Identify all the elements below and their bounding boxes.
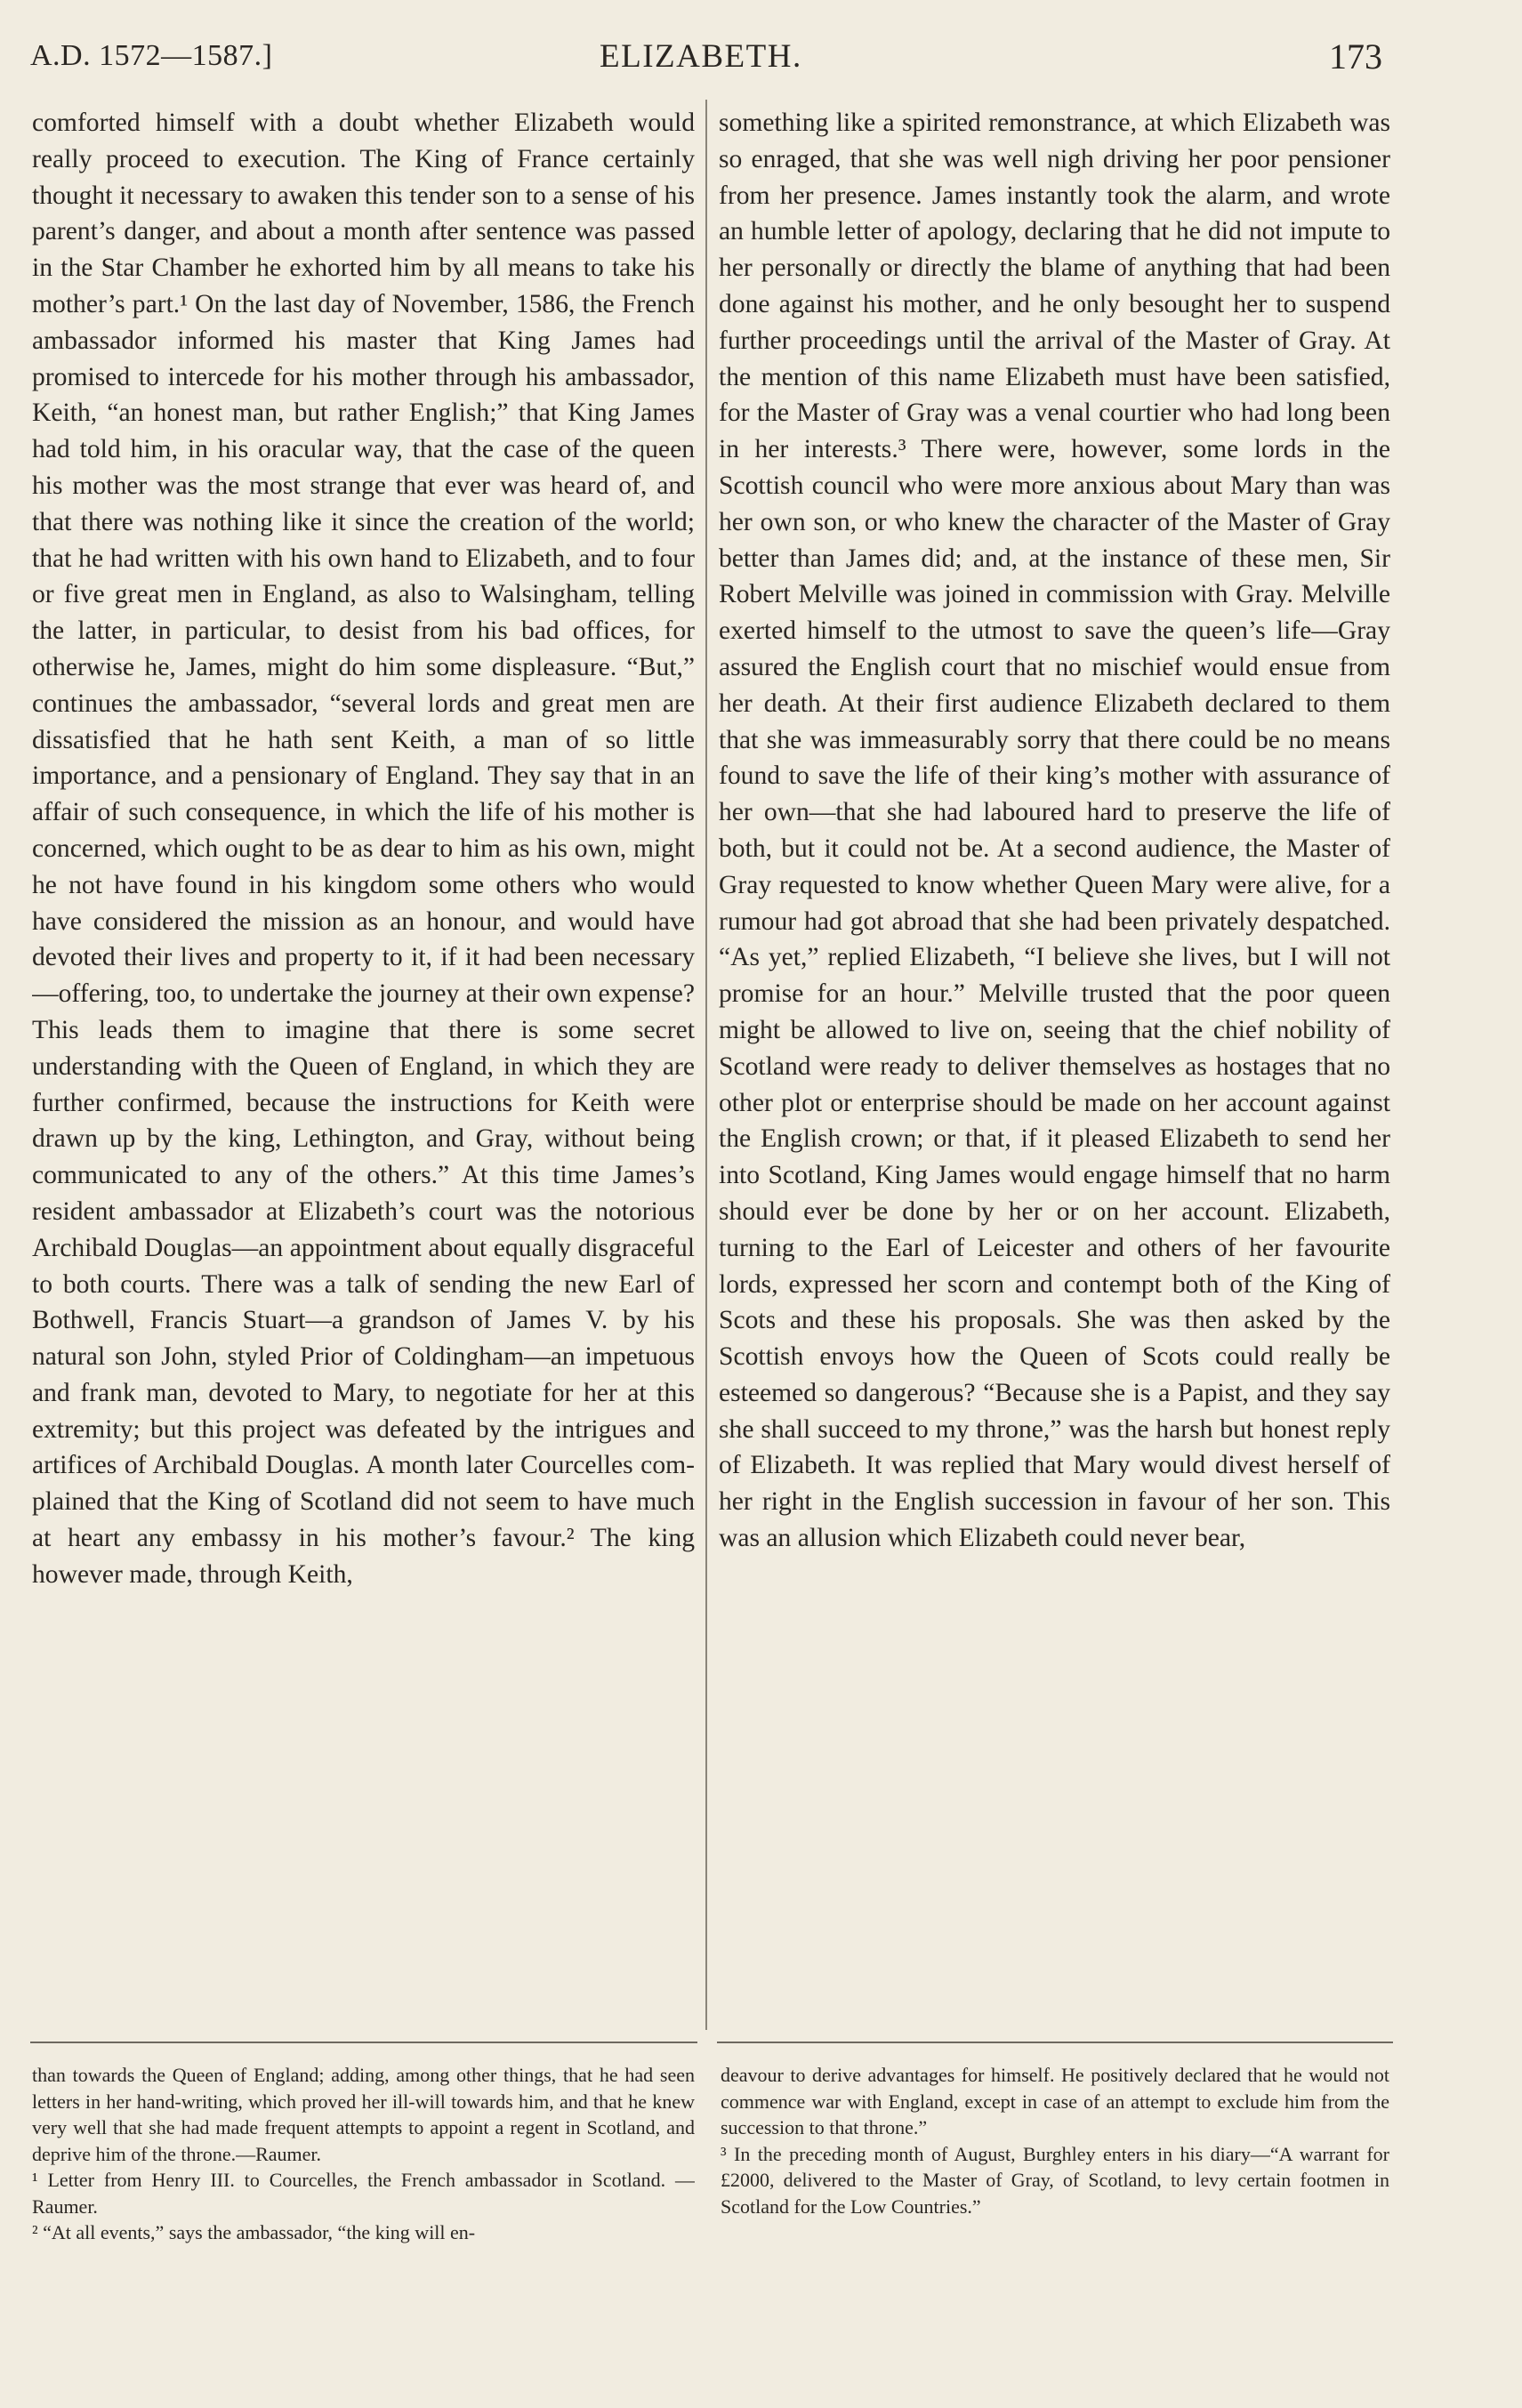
body-text-left: comforted himself with a doubt whether Elizabeth would really proceed to execution. The King of France certainly thought it necessary to awaken this tender son to a sense of his parent’s danger, and about a month after sentence was passed in the Star Chamber he exhorted him by all means to take his mother’s part.¹ On the last day of November, 1586, the French ambassador informed his master that King James had promised to intercede for his mother through his ambassador, Keith, “an honest man, but rather English;” that King James had told him, in his oracular way, that the case of the queen his mother was the most strange that ever was heard of, and that there was nothing like it since the creation of the world; that he had written with his own hand to Elizabeth, and to four or five great men in England, as also to Walsingham, telling the latter, in particular, to desist from his bad offices, for otherwise he, James, might do him some displeasure. “But,” continues the ambassador, “several lords and great men are dissatisfied that he hath sent Keith, a man of so little importance, and a pensionary of England. They say that in an affair of such consequence, in which the life of his mother is concerned, which ought to be as dear to him as his own, might he not have found in his kingdom some others who would have considered the mission as an honour, and would have devoted their lives and property to it, if it had been necessary—offering, too, to undertake the journey at their own expense? This leads them to imagine that there is some secret understanding with the Queen of England, in which they are further confirmed, because the instructions for Keith were drawn up by the king, Lethington, and Gray, without being communicated to any of the others.” At this time James’s resident ambassador at Elizabeth’s court was the notorious Archibald Douglas—an appointment about equally disgraceful to both courts. There was a talk of sending the new Earl of Bothwell, Francis Stuart—a grandson of James V. by his natural son John, styled Prior of Coldingham—an impetuous and frank man, devoted to Mary, to negotiate for her at this extremity; but this project was defeated by the intrigues and artifices of Archibald Douglas. A month later Courcelles complained that the King of Scotland did not seem to have much at heart any embassy in his mother’s favour.² The king however made, through Keith, bbox=[32, 109, 695, 1589]
page-number: 173 bbox=[1329, 36, 1382, 77]
footnote-3: ³ In the preceding month of August, Burghley enters in his diary—“A warrant for £2000, delivered to the Master of Gray, of Scotland, to levy certain footmen in Scotland for the Low Countries.” bbox=[721, 2142, 1389, 2218]
footnotes-right bbox=[721, 2062, 1389, 2329]
body-text-right: something like a spirited remonstrance, at which Elizabeth was so enraged, that she was well nigh driving her poor pensioner from her presence. James instantly took the alarm, and wrote an humble letter of apology, declaring that he did not impute to her personally or directly the blame of anything that had been done against his mother, and he only besought her to suspend further proceedings until the arrival of the Master of Gray. At the mention of this name Elizabeth must have been satisfied, for the Master of Gray was a venal courtier who had long been in her interests.³ There were, however, some lords in the Scottish council who were more anxious about Mary than was her own son, or who knew the character of the Master of Gray better than James did; and, at the instance of these men, Sir Robert Melville was joined in commission with Gray. Melville exerted himself to the utmost to save the queen’s life—Gray assured the English court that no mischief would ensue from her death. At their first audience Elizabeth declared to them that she was immeasurably sorry that there could be no means found to save the life of their king’s mother with assurance of her own—that she had laboured hard to preserve the life of both, but it could not be. At a second audience, the Master of Gray requested to know whether Queen Mary were alive, for a rumour had got abroad that she had been privately despatched. “As yet,” replied Elizabeth, “I believe she lives, but I will not promise for an hour.” Melville trusted that the poor queen might be allowed to live on, seeing that the chief nobility of Scotland were ready to deliver themselves as hostages that no other plot or enterprise should be made on her account against the English crown; or that, if it pleased Elizabeth to send her into Scotland, King James would engage himself that no harm should ever be done by her or on her account. Elizabeth, turning to the Earl of Leicester and others of her favourite lords, expressed her scorn and contempt both of the King of Scots and these his proposals. She was then asked by the Scottish envoys how the Queen of Scots could really be esteemed so dangerous? “Because she is a Papist, and they say she shall succeed to my throne,” was the harsh but honest reply of Elizabeth. It was replied that Mary would divest herself of her right in the English succession in favour of her son. This was an allusion which Elizabeth could never bear, bbox=[719, 109, 1390, 1553]
footnote-2-continuation: deavour to derive advantages for himself. He positively declared that he would not commence war with England, except in case of an attempt to exclude him from the succession to that throne.” bbox=[721, 2064, 1389, 2138]
body-column-right bbox=[719, 105, 1390, 2026]
running-header bbox=[30, 36, 1382, 82]
footnote-rule-right bbox=[717, 2042, 1393, 2043]
body-column-left bbox=[32, 105, 695, 2026]
footnote-continuation-left: than towards the Queen of England; adding, among other things, that he had seen letters in her hand-writing, which proved her ill-will towards him, and that he knew very well that she had made frequent attempts to appoint a regent in Scotland, and deprive him of the throne.—Raumer. bbox=[32, 2064, 695, 2165]
footnote-1: ¹ Letter from Henry III. to Courcelles, the French ambassador in Scotland. —Raumer. bbox=[32, 2169, 695, 2218]
column-divider bbox=[705, 100, 707, 2030]
footnote-2: ² “At all events,” says the ambassador, “the king will en- bbox=[32, 2221, 476, 2243]
footnote-rule-left bbox=[30, 2042, 697, 2043]
header-title: ELIZABETH. bbox=[600, 38, 802, 75]
footnotes-left bbox=[32, 2062, 695, 2329]
header-date-range: A.D. 1572—1587.] bbox=[30, 39, 273, 72]
